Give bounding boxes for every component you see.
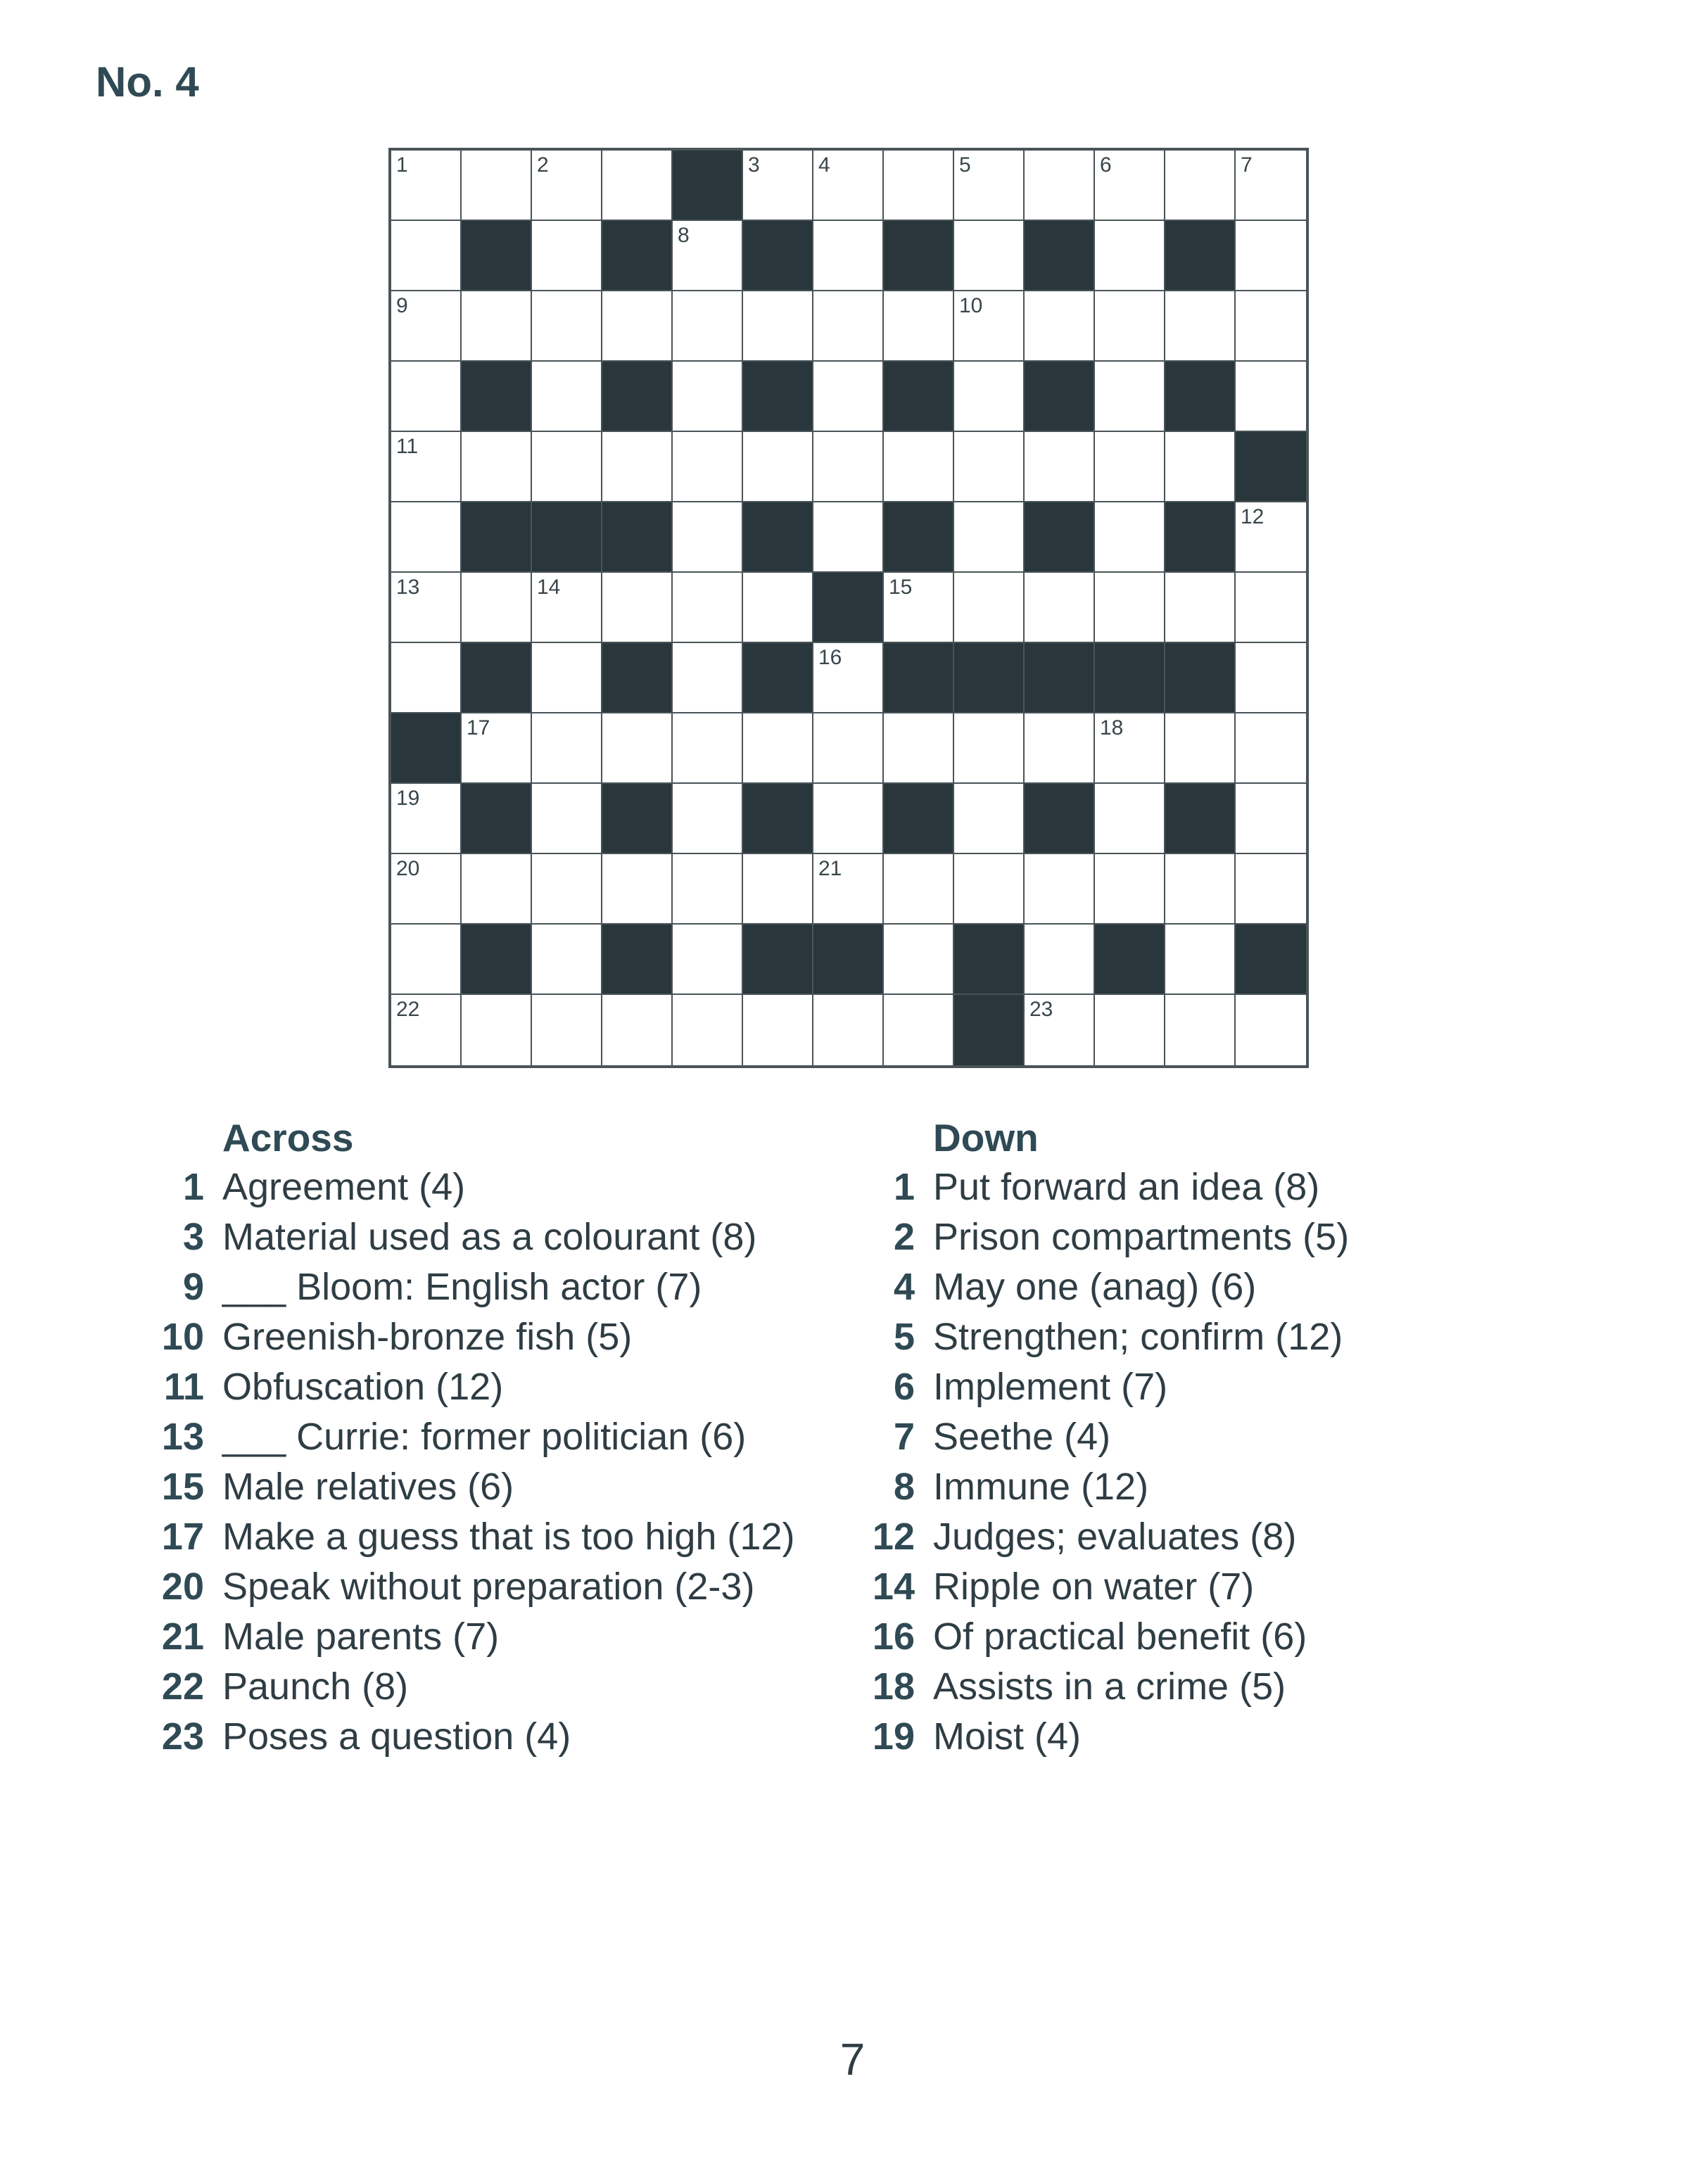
grid-cell[interactable] — [954, 573, 1025, 643]
grid-cell[interactable] — [1236, 854, 1306, 925]
grid-block — [1165, 502, 1236, 573]
grid-cell[interactable] — [673, 573, 743, 643]
grid-cell[interactable] — [813, 643, 884, 713]
grid-cell[interactable] — [532, 713, 602, 784]
grid-cell[interactable] — [1025, 995, 1095, 1065]
grid-cell[interactable] — [391, 995, 462, 1065]
grid-cell[interactable] — [673, 713, 743, 784]
grid-cell[interactable] — [813, 784, 884, 854]
cell-number: 17 — [467, 716, 490, 739]
grid-cell[interactable] — [813, 854, 884, 925]
grid-block — [884, 643, 954, 713]
clue-text: Greenish-bronze fish (5) — [222, 1316, 633, 1358]
clue-number: 1 — [893, 1166, 915, 1208]
grid-cell[interactable] — [813, 221, 884, 291]
grid-cell[interactable] — [391, 151, 462, 221]
clue-text: Material used as a colourant (8) — [222, 1216, 757, 1258]
down-clue — [844, 1262, 1618, 1312]
grid-cell[interactable] — [673, 925, 743, 995]
clue-text: May one (anag) (6) — [933, 1266, 1257, 1308]
grid-block — [813, 573, 884, 643]
clue-text: Implement (7) — [933, 1366, 1168, 1408]
grid-cell[interactable] — [532, 291, 602, 362]
clue-number: 22 — [161, 1665, 204, 1708]
clue-text: Of practical benefit (6) — [933, 1615, 1307, 1658]
cell-number: 21 — [818, 857, 842, 880]
grid-cell[interactable] — [743, 291, 813, 362]
clue-text: Prison compartments (5) — [933, 1216, 1350, 1258]
grid-cell[interactable] — [673, 221, 743, 291]
across-clue — [134, 1612, 823, 1662]
grid-cell[interactable] — [1095, 362, 1165, 432]
crossword-grid — [388, 148, 1309, 1068]
across-clue-list — [134, 1162, 823, 1762]
grid-block — [1095, 643, 1165, 713]
across-heading: Across — [222, 1116, 354, 1160]
grid-cell[interactable] — [1236, 995, 1306, 1065]
grid-cell[interactable] — [954, 432, 1025, 502]
grid-block — [1095, 925, 1165, 995]
grid-block — [462, 925, 532, 995]
grid-cell[interactable] — [1165, 995, 1236, 1065]
grid-cell[interactable] — [391, 643, 462, 713]
grid-cell[interactable] — [1236, 221, 1306, 291]
cell-number: 13 — [396, 576, 420, 599]
clue-text: Put forward an idea (8) — [933, 1166, 1320, 1208]
grid-cell[interactable] — [1095, 502, 1165, 573]
grid-cell[interactable] — [954, 291, 1025, 362]
grid-cell[interactable] — [954, 362, 1025, 432]
grid-cell[interactable] — [673, 362, 743, 432]
grid-block — [602, 362, 673, 432]
grid-cell[interactable] — [743, 151, 813, 221]
grid-cell[interactable] — [602, 854, 673, 925]
down-clue — [844, 1212, 1618, 1262]
grid-cell[interactable] — [532, 432, 602, 502]
grid-block — [1025, 362, 1095, 432]
grid-cell[interactable] — [1095, 432, 1165, 502]
clue-text: Paunch (8) — [222, 1665, 409, 1708]
grid-block — [602, 784, 673, 854]
grid-cell[interactable] — [954, 713, 1025, 784]
down-clue — [844, 1362, 1618, 1412]
grid-cell[interactable] — [954, 854, 1025, 925]
grid-block — [1236, 432, 1306, 502]
grid-cell[interactable] — [673, 995, 743, 1065]
grid-block — [602, 502, 673, 573]
grid-block — [884, 502, 954, 573]
down-clue — [844, 1662, 1618, 1712]
clue-number: 18 — [872, 1665, 915, 1708]
cell-number: 6 — [1100, 153, 1112, 177]
grid-cell[interactable] — [884, 713, 954, 784]
grid-cell[interactable] — [391, 432, 462, 502]
grid-cell[interactable] — [1165, 925, 1236, 995]
across-clue — [134, 1262, 823, 1312]
grid-cell[interactable] — [1095, 713, 1165, 784]
grid-block — [1025, 784, 1095, 854]
grid-cell[interactable] — [1236, 291, 1306, 362]
clue-text: Seethe (4) — [933, 1416, 1111, 1458]
grid-cell[interactable] — [1236, 502, 1306, 573]
clue-number: 2 — [893, 1216, 915, 1258]
clue-number: 13 — [161, 1416, 204, 1458]
grid-cell[interactable] — [532, 643, 602, 713]
grid-cell[interactable] — [391, 221, 462, 291]
grid-cell[interactable] — [391, 784, 462, 854]
down-clue — [844, 1562, 1618, 1612]
grid-block — [462, 502, 532, 573]
grid-cell[interactable] — [602, 291, 673, 362]
cell-number: 8 — [678, 224, 690, 247]
grid-block — [391, 713, 462, 784]
across-clue — [134, 1562, 823, 1612]
grid-block — [884, 221, 954, 291]
grid-cell[interactable] — [1095, 854, 1165, 925]
clue-text: Make a guess that is too high (12) — [222, 1516, 795, 1558]
grid-cell[interactable] — [532, 221, 602, 291]
across-clue — [134, 1362, 823, 1412]
clue-number: 10 — [161, 1316, 204, 1358]
grid-block — [743, 643, 813, 713]
cell-number: 3 — [748, 153, 760, 177]
clue-number: 14 — [872, 1566, 915, 1608]
across-clue — [134, 1412, 823, 1462]
grid-cell[interactable] — [462, 573, 532, 643]
grid-cell[interactable] — [884, 854, 954, 925]
grid-cell[interactable] — [673, 291, 743, 362]
grid-block — [673, 151, 743, 221]
clue-number: 6 — [893, 1366, 915, 1408]
grid-cell[interactable] — [532, 925, 602, 995]
grid-cell[interactable] — [743, 854, 813, 925]
grid-cell[interactable] — [391, 925, 462, 995]
grid-cell[interactable] — [1095, 784, 1165, 854]
clue-text: ___ Bloom: English actor (7) — [222, 1266, 702, 1308]
grid-block — [602, 643, 673, 713]
cell-number: 4 — [818, 153, 830, 177]
grid-cell[interactable] — [462, 995, 532, 1065]
clue-text: Assists in a crime (5) — [933, 1665, 1286, 1708]
cell-number: 7 — [1241, 153, 1253, 177]
grid-cell[interactable] — [1025, 151, 1095, 221]
cell-number: 22 — [396, 998, 420, 1021]
grid-cell[interactable] — [391, 502, 462, 573]
clue-number: 5 — [893, 1316, 915, 1358]
cell-number: 12 — [1241, 505, 1265, 528]
cell-number: 18 — [1100, 716, 1124, 739]
clue-text: Speak without preparation (2-3) — [222, 1566, 755, 1608]
grid-block — [743, 784, 813, 854]
grid-block — [1025, 502, 1095, 573]
grid-cell[interactable] — [462, 432, 532, 502]
clue-text: Agreement (4) — [222, 1166, 466, 1208]
grid-cell[interactable] — [813, 362, 884, 432]
grid-cell[interactable] — [1165, 573, 1236, 643]
grid-block — [954, 995, 1025, 1065]
clue-text: Judges; evaluates (8) — [933, 1516, 1297, 1558]
cell-number: 2 — [537, 153, 549, 177]
grid-cell[interactable] — [1025, 713, 1095, 784]
grid-cell[interactable] — [813, 995, 884, 1065]
grid-cell[interactable] — [1236, 362, 1306, 432]
grid-cell[interactable] — [673, 784, 743, 854]
grid-cell[interactable] — [532, 151, 602, 221]
down-clue — [844, 1312, 1618, 1362]
down-clue — [844, 1712, 1618, 1762]
grid-cell[interactable] — [1165, 432, 1236, 502]
grid-cell[interactable] — [813, 151, 884, 221]
grid-cell[interactable] — [813, 291, 884, 362]
across-clues — [134, 1113, 823, 1762]
grid-cell[interactable] — [1236, 643, 1306, 713]
grid-cell[interactable] — [1236, 151, 1306, 221]
clue-number: 4 — [893, 1266, 915, 1308]
grid-cell[interactable] — [954, 502, 1025, 573]
across-clue — [134, 1512, 823, 1562]
grid-cell[interactable] — [673, 643, 743, 713]
grid-cell[interactable] — [532, 854, 602, 925]
grid-cell[interactable] — [462, 713, 532, 784]
grid-cell[interactable] — [602, 573, 673, 643]
down-clue — [844, 1512, 1618, 1562]
grid-cell[interactable] — [532, 362, 602, 432]
grid-cell[interactable] — [743, 432, 813, 502]
grid-block — [1236, 925, 1306, 995]
grid-block — [462, 362, 532, 432]
grid-cell[interactable] — [673, 854, 743, 925]
grid-cell[interactable] — [1095, 151, 1165, 221]
grid-block — [462, 643, 532, 713]
grid-cell[interactable] — [1095, 573, 1165, 643]
clue-number: 16 — [872, 1615, 915, 1658]
cell-number: 14 — [537, 576, 561, 599]
down-heading: Down — [933, 1116, 1039, 1160]
grid-block — [954, 925, 1025, 995]
clue-number: 8 — [893, 1466, 915, 1508]
grid-block — [1025, 221, 1095, 291]
grid-cell[interactable] — [673, 432, 743, 502]
cell-number: 19 — [396, 787, 420, 810]
cell-number: 15 — [889, 576, 913, 599]
grid-block — [1165, 784, 1236, 854]
clue-number: 1 — [182, 1166, 204, 1208]
clue-text: Strengthen; confirm (12) — [933, 1316, 1343, 1358]
grid-block — [462, 784, 532, 854]
clue-text: Poses a question (4) — [222, 1715, 571, 1758]
clue-number: 21 — [161, 1615, 204, 1658]
grid-block — [743, 221, 813, 291]
cell-number: 5 — [959, 153, 971, 177]
grid-cell[interactable] — [743, 713, 813, 784]
clue-text: Male parents (7) — [222, 1615, 500, 1658]
clue-number: 11 — [163, 1366, 204, 1408]
grid-cell[interactable] — [884, 151, 954, 221]
grid-cell[interactable] — [1025, 432, 1095, 502]
cell-number: 23 — [1029, 998, 1053, 1021]
clue-text: Male relatives (6) — [222, 1466, 514, 1508]
grid-cell[interactable] — [391, 573, 462, 643]
grid-cell[interactable] — [813, 502, 884, 573]
cell-number: 9 — [396, 294, 408, 317]
grid-cell[interactable] — [743, 995, 813, 1065]
cell-number: 11 — [396, 435, 419, 458]
down-clue — [844, 1162, 1618, 1212]
grid-cell[interactable] — [391, 362, 462, 432]
grid-cell[interactable] — [1025, 925, 1095, 995]
grid-cell[interactable] — [813, 432, 884, 502]
grid-block — [1165, 362, 1236, 432]
clue-number: 20 — [161, 1566, 204, 1608]
grid-block — [743, 925, 813, 995]
clue-text: Moist (4) — [933, 1715, 1082, 1758]
across-clue — [134, 1712, 823, 1762]
down-clues — [844, 1113, 1618, 1762]
page-number: 7 — [839, 2034, 866, 2085]
grid-block — [602, 925, 673, 995]
clue-number: 15 — [161, 1466, 204, 1508]
grid-block — [1165, 643, 1236, 713]
grid-cell[interactable] — [1236, 784, 1306, 854]
grid-cell[interactable] — [532, 995, 602, 1065]
cell-number: 10 — [959, 294, 983, 317]
grid-cell[interactable] — [954, 151, 1025, 221]
grid-cell[interactable] — [462, 291, 532, 362]
down-clue — [844, 1462, 1618, 1512]
grid-block — [1165, 221, 1236, 291]
grid-cell[interactable] — [1165, 291, 1236, 362]
grid-cell[interactable] — [391, 291, 462, 362]
grid-cell[interactable] — [391, 854, 462, 925]
grid-block — [532, 502, 602, 573]
grid-cell[interactable] — [1025, 291, 1095, 362]
clue-text: Obfuscation (12) — [222, 1366, 504, 1408]
across-clue — [134, 1462, 823, 1512]
grid-cell[interactable] — [462, 854, 532, 925]
grid-cell[interactable] — [602, 151, 673, 221]
grid-cell[interactable] — [884, 925, 954, 995]
clue-number: 7 — [893, 1416, 915, 1458]
down-clue — [844, 1612, 1618, 1662]
grid-cell[interactable] — [1165, 151, 1236, 221]
clue-text: ___ Currie: former politician (6) — [222, 1416, 747, 1458]
grid-block — [743, 502, 813, 573]
clue-number: 9 — [182, 1266, 204, 1308]
puzzle-title: No. 4 — [96, 58, 199, 106]
grid-cell[interactable] — [1236, 573, 1306, 643]
grid-cell[interactable] — [884, 432, 954, 502]
grid-cell[interactable] — [954, 784, 1025, 854]
across-clue — [134, 1212, 823, 1262]
across-clue — [134, 1162, 823, 1212]
cell-number: 20 — [396, 857, 420, 880]
across-clue — [134, 1662, 823, 1712]
down-clue-list — [844, 1162, 1618, 1762]
grid-block — [813, 925, 884, 995]
grid-cell[interactable] — [602, 432, 673, 502]
grid-cell[interactable] — [884, 573, 954, 643]
clue-number: 23 — [161, 1715, 204, 1758]
cell-number: 1 — [396, 153, 408, 177]
grid-block — [462, 221, 532, 291]
grid-cell[interactable] — [462, 151, 532, 221]
grid-block — [743, 362, 813, 432]
grid-cell[interactable] — [1095, 995, 1165, 1065]
clue-number: 3 — [182, 1216, 204, 1258]
grid-cell[interactable] — [673, 502, 743, 573]
grid-cell[interactable] — [954, 221, 1025, 291]
grid-cell[interactable] — [1165, 854, 1236, 925]
clue-number: 12 — [872, 1516, 915, 1558]
grid-cell[interactable] — [1025, 854, 1095, 925]
grid-cell[interactable] — [884, 995, 954, 1065]
grid-cell[interactable] — [884, 291, 954, 362]
grid-cell[interactable] — [602, 713, 673, 784]
grid-cell[interactable] — [532, 573, 602, 643]
clue-number: 17 — [161, 1516, 204, 1558]
grid-cell[interactable] — [1236, 713, 1306, 784]
grid-block — [602, 221, 673, 291]
grid-cell[interactable] — [1165, 713, 1236, 784]
clue-text: Immune (12) — [933, 1466, 1149, 1508]
grid-cell[interactable] — [743, 573, 813, 643]
grid-block — [954, 643, 1025, 713]
clue-text: Ripple on water (7) — [933, 1566, 1255, 1608]
grid-cell[interactable] — [602, 995, 673, 1065]
clue-number: 19 — [872, 1715, 915, 1758]
cell-number: 16 — [818, 646, 842, 669]
grid-block — [1025, 643, 1095, 713]
across-clue — [134, 1312, 823, 1362]
grid-cell[interactable] — [1025, 573, 1095, 643]
grid-cell[interactable] — [813, 713, 884, 784]
grid-cell[interactable] — [1095, 291, 1165, 362]
grid-block — [884, 784, 954, 854]
grid-cell[interactable] — [1095, 221, 1165, 291]
grid-cell[interactable] — [532, 784, 602, 854]
down-clue — [844, 1412, 1618, 1462]
grid-block — [884, 362, 954, 432]
